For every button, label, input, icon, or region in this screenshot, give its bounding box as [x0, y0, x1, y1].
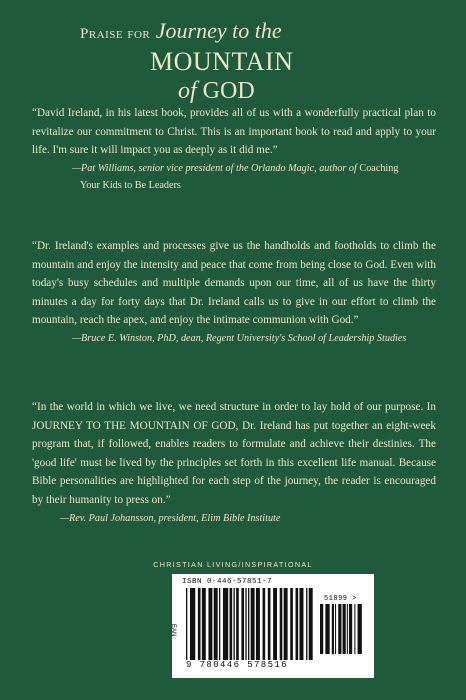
- barcode-bar: [263, 588, 266, 660]
- barcode-bar: [248, 588, 249, 660]
- barcode-bar: [214, 588, 218, 660]
- barcode-box: [172, 574, 374, 678]
- barcode-bar: [280, 588, 283, 660]
- barcode-bar: [358, 604, 362, 654]
- quote-text: “Dr. Ireland's examples and processes give us the handholds and footholds to climb the mountain and enjoy the intensity and peace that come from being close to God. Even with today's busy schedules and multiple demands upon our time, all of us have the thirty minutes a day for forty days that Dr. Ireland calls us to give in our effort to climb the mountain, reach the apex, and enjoy the intimate communion with God.”: [32, 240, 436, 327]
- barcode-bar: [198, 588, 201, 660]
- barcode-bar: [236, 588, 239, 660]
- title-line-1: Journey to the: [155, 18, 282, 43]
- quote-2: [32, 237, 436, 347]
- barcode-digits: 9 780446 578516: [186, 660, 289, 670]
- barcode-bar: [190, 588, 195, 660]
- barcode-bar: [325, 604, 329, 654]
- cover-heading: [80, 18, 380, 105]
- barcode-bar: [354, 604, 355, 654]
- barcode-bar: [268, 588, 271, 660]
- barcode-bar: [349, 604, 352, 654]
- barcode-bar: [343, 604, 346, 654]
- barcode-bar: [234, 588, 235, 660]
- barcode-bar: [320, 604, 323, 654]
- quote-attribution: —Rev. Paul Johansson, president, Elim Bible Institute: [60, 512, 281, 524]
- category-label: CHRISTIAN LIVING/INSPIRATIONAL: [153, 560, 313, 569]
- barcode-bar: [296, 588, 299, 660]
- barcode-bar: [309, 588, 313, 660]
- title-of: of: [178, 78, 197, 104]
- attribution-book-title: Coaching: [359, 162, 399, 174]
- praise-for-line: [80, 18, 380, 47]
- title-god: GOD: [202, 78, 255, 104]
- barcode-bar: [251, 588, 255, 660]
- praise-for-label: Praise for: [80, 26, 151, 42]
- barcode-bar: [338, 604, 341, 654]
- barcode-bar: [186, 588, 187, 660]
- quote-attribution: —Bruce E. Winston, PhD, dean, Regent University's School of Leadership Studies: [72, 332, 407, 344]
- quote-text: “In the world in which we live, we need structure in order to lay hold of our purpose. In JOURNEY TO THE MOUNTAIN OF GOD, Dr. Ireland has put together an eight-week program that, if followed, enables readers to formulate and achieve their destinies. The 'good life' must be lived by the principles set forth in this excellent life manual. Because Bible personalities are highlighted for each step of the journey, the reader is encouraged by their humanity to press on.”: [32, 401, 436, 506]
- barcode-bar: [273, 588, 277, 660]
- barcode-bar: [241, 588, 244, 660]
- barcode-bar: [347, 604, 348, 654]
- isbn-text: ISBN 0-446-57851-7: [182, 578, 273, 586]
- ean-label: EAN: [170, 624, 176, 637]
- barcode-bar: [290, 588, 293, 660]
- quote-attribution: [72, 160, 436, 177]
- barcode-bar: [202, 588, 206, 660]
- barcode-bar: [245, 588, 246, 660]
- barcode-bar: [299, 588, 303, 660]
- barcode-bar: [219, 588, 220, 660]
- barcode-bar: [306, 588, 307, 660]
- title-line-2: MOUNTAIN: [150, 47, 294, 76]
- barcode-bar: [230, 588, 233, 660]
- barcode-bar: [332, 604, 334, 654]
- barcode-bars: [186, 588, 314, 660]
- price-code: 51899 >: [324, 595, 357, 603]
- quote-1: [32, 104, 436, 194]
- title-line-3: [178, 77, 380, 105]
- quote-text: “David Ireland, in his latest book, provides all of us with a wonderfully practical plan to revitalize our commitment to Christ. This is an important book to read and apply to your life. I'm sure it will impact you as deeply as it did me.”: [32, 107, 436, 157]
- barcode-bar: [223, 588, 228, 660]
- barcode-bar: [335, 604, 336, 654]
- attribution-text: —Pat Williams, senior vice president of the Orlando Magic, author of: [72, 162, 357, 174]
- barcode-addon-bars: [320, 604, 364, 654]
- barcode-bar: [256, 588, 260, 660]
- attribution-continued: Your Kids to Be Leaders: [80, 179, 181, 191]
- quote-3: [32, 398, 436, 527]
- barcode-bar: [284, 588, 288, 660]
- barcode-bar: [208, 588, 212, 660]
